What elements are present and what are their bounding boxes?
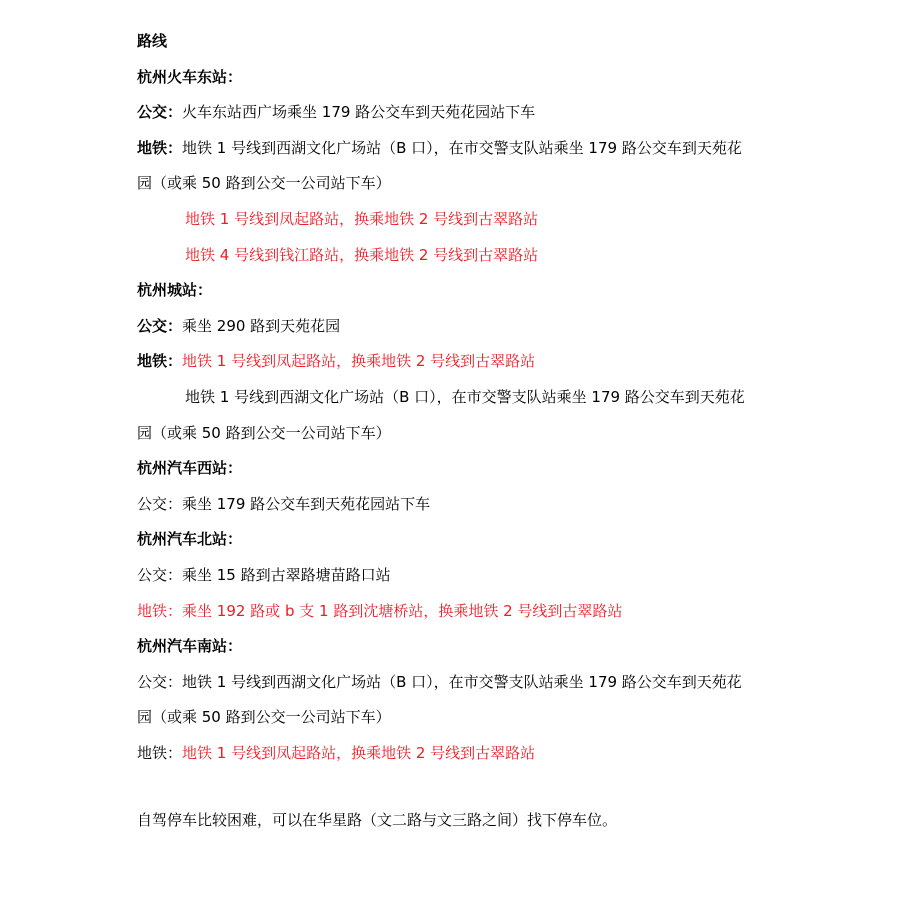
north-bus-station-bus-line: 公交：乘坐 15 路到古翠路塘苗路口站 [137,565,391,584]
east-station-metro-line-cont: 园（或乘 50 路到公交一公司站下车） [137,174,391,193]
section-heading-south-bus-station: 杭州汽车南站： [137,637,243,656]
metro-label: 地铁： [137,601,183,620]
metro-label: 地铁： [137,352,183,371]
bus-label: 公交： [137,103,183,122]
city-station-bus-line [137,316,837,336]
section-heading-city-station: 杭州城站： [137,281,213,300]
east-station-metro-alt-2: 地铁 4 号线到钱江路站，换乘地铁 2 号线到古翠路站 [185,245,539,264]
east-station-metro-alt-1: 地铁 1 号线到凤起路站，换乘地铁 2 号线到古翠路站 [185,209,539,228]
metro-text: 乘坐 192 路或 b 支 1 路到沈塘桥站，换乘地铁 2 号线到古翠路站 [182,601,623,620]
east-station-bus-line [137,102,837,122]
section-heading-east-station: 杭州火车东站： [137,67,243,86]
paragraph-gap [137,778,837,810]
south-bus-station-bus-line-cont: 园（或乘 50 路到公交一公司站下车） [137,708,391,727]
section-heading-west-bus-station: 杭州汽车西站： [137,459,243,478]
west-bus-station-bus-line: 公交：乘坐 179 路公交车到天苑花园站下车 [137,494,431,513]
bus-text: 乘坐 290 路到天苑花园 [182,316,341,335]
south-bus-station-bus-line: 公交：地铁 1 号线到西湖文化广场站（B 口），在市交警支队站乘坐 179 路公交车到天苑花 [137,672,742,691]
metro-label: 地铁： [137,743,183,762]
north-bus-station-metro-line [137,601,837,621]
bus-text: 火车东站西广场乘坐 179 路公交车到天苑花园站下车 [182,103,536,122]
south-bus-station-metro-line [137,743,837,763]
page-title: 路线 [137,32,168,50]
metro-label: 地铁： [137,138,183,157]
city-station-metro-alt-2: 园（或乘 50 路到公交一公司站下车） [137,423,391,442]
metro-text: 地铁 1 号线到凤起路站，换乘地铁 2 号线到古翠路站 [182,743,536,762]
document-body [137,31,837,846]
city-station-metro-line [137,351,837,371]
bus-label: 公交： [137,316,183,335]
section-heading-north-bus-station: 杭州汽车北站： [137,530,243,549]
city-station-metro-alt-1: 地铁 1 号线到西湖文化广场站（B 口），在市交警支队站乘坐 179 路公交车到天苑花 [185,387,745,406]
parking-note: 自驾停车比较困难，可以在华星路（文二路与文三路之间）找下停车位。 [137,811,618,830]
east-station-metro-line [137,138,837,158]
metro-text: 地铁 1 号线到凤起路站，换乘地铁 2 号线到古翠路站 [182,352,536,371]
metro-text: 地铁 1 号线到西湖文化广场站（B 口），在市交警支队站乘坐 179 路公交车到天苑花 [182,138,742,157]
